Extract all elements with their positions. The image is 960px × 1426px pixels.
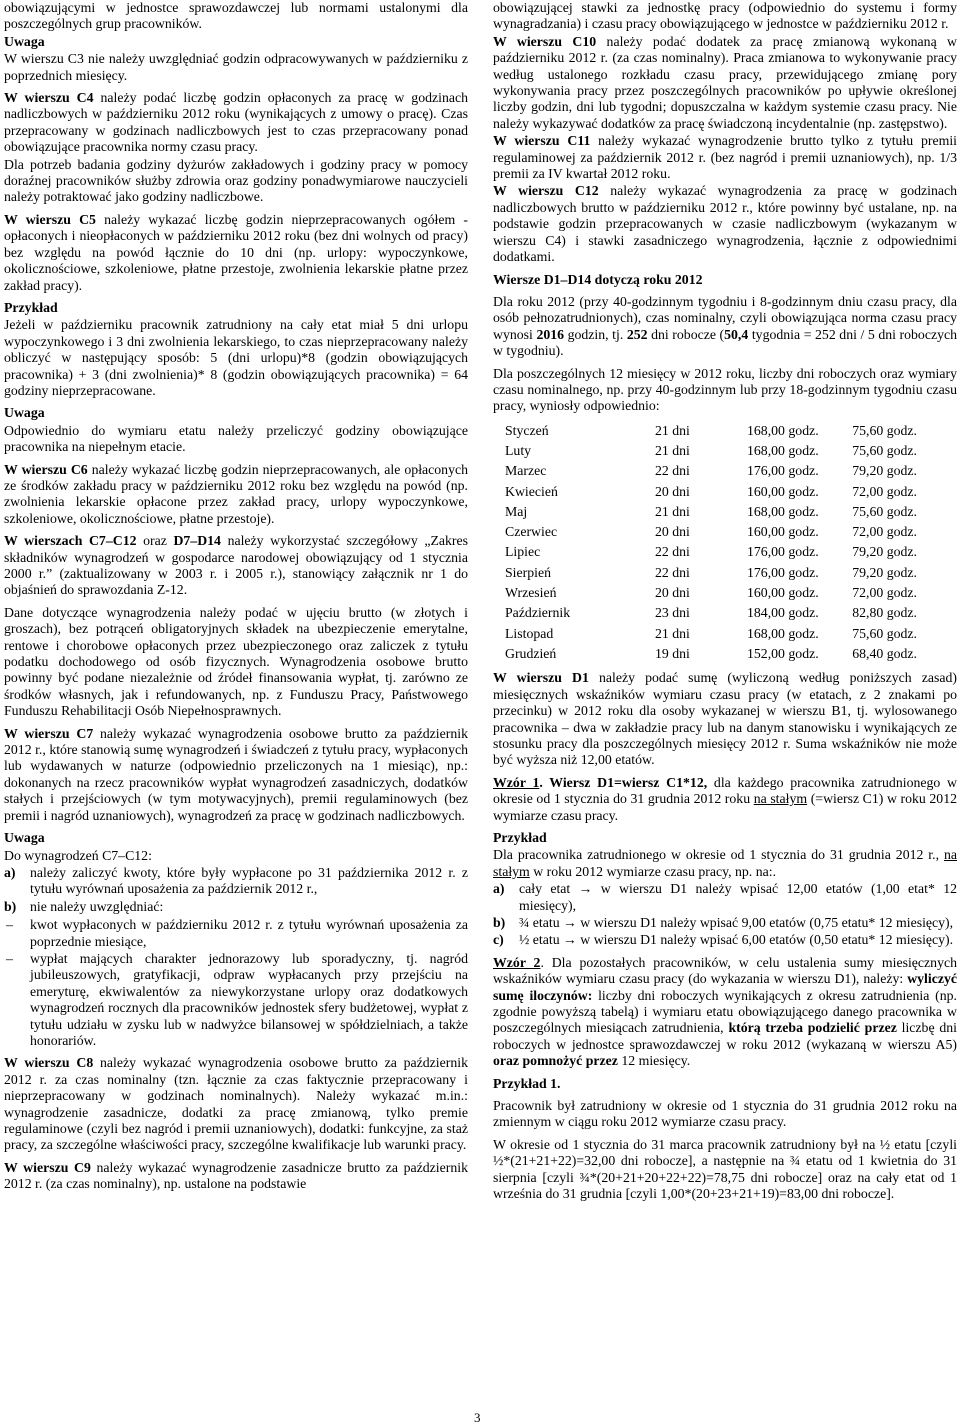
text-run: należy wykazać wynagrodzenie brutto tylko z tytułu premii regulaminowej za październik 2012 r. (bez nagród i premii uznaniowych), np. 1/3 premii za IV kwartał 2012 roku. [493,133,958,182]
list-item [493,881,957,914]
bold-text: Wzór 2 [493,954,541,970]
list-marker: b) [493,915,506,930]
text-run: należy podać liczbę godzin opłaconych za pracę w godzinach nadliczbowych w październiku 2012 roku (wynikających z umowy o pracę). Czas przepracowany w godzinach nadliczbowych jest to czas przepracowany ponad obowiązujące pracownika normy czasu pracy. [4,90,468,155]
hours-18h-cell: 72,00 godz. [852,524,917,540]
text-run: Dane dotyczące wynagrodzenia należy podać w ujęciu brutto (w złotych i groszach), bez potrąceń obligatoryjnych składek na ubezpieczenie emerytalne, rentowe i chorobowe opłaconych przez ubezpieczonego oraz zaliczek z tytułu podatku dochodowego od osób fizycznych. Wynagrodzenia osobowe brutto powinny być podane niezależnie od źródeł finansowania wypłat, tj. zarówno ze środków własnych, jak i refundowanych, np. z Funduszu Pracy, Państwowego Funduszu Rehabilitacji Osób Niepełnosprawnych. [4,604,468,719]
text-run: Dla roku 2012 (przy 40-godzinnym tygodniu i 8-godzinnym dniu czasu pracy, dla osób pełnozatrudnionych), czas nominalny, czyli obowiązująca norma czasu pracy wynosi [493,293,957,342]
right-paragraph [493,183,957,265]
left-paragraph [4,1055,468,1153]
table-row [501,522,921,542]
list-item: – wypłat mających charakter jednorazowy lub sporadyczny, tj. nagród jubileuszowych, gratyfikacji, odpraw wypłacanych przy przejściu na emeryturę, ekwiwalentów za niewykorzystane urlopy oraz dodatkowych wynagrodzeń rocznych dla pracowników jednostek sfery budżetowej, wypłat z tytułu udziału w zysku lub w nadwyżce bilansowej w spółdzielniach, a także honorariów. [4,951,468,1049]
list-marker: c) [493,932,504,948]
right-paragraph [493,670,957,768]
hours-18h-cell: 72,00 godz. [852,585,917,601]
text-run: W wierszu C3 nie należy uwzględniać godzin odpracowywanych w październiku z poprzednich miesięcy. [4,51,468,83]
list-item [4,899,468,915]
days-cell: 22 dni [655,544,690,560]
text-run: tygodnia = 252 dni / 5 dni roboczych w tygodniu). [493,326,957,359]
left-paragraph [4,462,468,528]
month-cell: Lipiec [505,544,541,560]
bold-text: . Wiersz D1=wiersz C1*12, [539,774,708,790]
hours-cell: 176,00 godz. [747,564,819,580]
hours-cell: 176,00 godz. [747,544,819,560]
hours-cell: 176,00 godz. [747,463,819,479]
days-cell: 21 dni [655,625,690,641]
text-run: obowiązującej stawki za jednostkę pracy (odpowiednio do systemu i formy wynagradzania) i czasu pracy obowiązującego w jednostce w październiku 2012 r. [493,0,957,32]
left-dash-list [4,917,468,1049]
text-run: dni robocze ( [647,326,725,342]
bold-text: W wierszu C8 [4,1055,94,1071]
left-paragraph [4,34,468,50]
text-run: należy wykazać wynagrodzenia osobowe brutto za październik 2012 r., które stanowią sumę wynagrodzeń i świadczeń z tytułu pracy, wypłaconych lub wydawanych w naturze (odpowiednio przeliczonych na 1 miesiąc), np.: dokonanych na rzecz pracowników wypłat wynagrodzeń zasadniczych, dodatków stałych i przejściowych (w tym motywacyjnych), premii regulaminowych (bez premii i nagród uznaniowych), wynagrodzeń za pracę w godzinach nadliczbowych. [4,725,468,823]
bold-text: Przykład 1. [493,1075,561,1091]
left-paragraph [4,605,468,720]
hours-18h-cell: 79,20 godz. [852,544,917,560]
bold-text: W wierszu C7 [4,725,94,741]
list-marker: a) [4,864,16,880]
text-run: należy wykazać wynagrodzenia za pracę w godzinach nadliczbowych brutto w październiku 2012 r., które powinny być ustalane, np. na podstawie godzin przepracowanych w czasie nadliczbowym (wykazanym w wierszu C4) i stawki zasadniczego wynagrodzenia, łącznie z odpowiednimi dodatkami. [493,183,957,265]
bold-text: W wierszach C7–C12 [4,533,137,549]
text-run: dla każdego pracownika zatrudnionego w okresie od 1 stycznia do 31 grudnia 2012 roku [493,774,957,807]
text-run: należy wykorzystać szczegółowy „Zakres składników wynagrodzeń w gospodarce narodowej obowiązujący od 1 stycznia 2000 r.” (zaktualizowany w 2003 r. i 2005 r.), stanowiący załącznik nr 1 do objaśnień do sprawozdania Z-12. [4,533,468,598]
hours-cell: 184,00 godz. [747,605,819,621]
table-row [501,461,921,481]
table-row [501,624,921,644]
days-cell: 20 dni [655,483,690,499]
bold-text: Uwaga [4,405,45,421]
list-item: – kwot wypłaconych w październiku 2012 r. z tytułu wyrównań uposażenia za poprzednie miesiące, [4,917,468,950]
hours-cell: 160,00 godz. [747,524,819,540]
days-cell: 20 dni [655,585,690,601]
left-paragraph [4,300,468,316]
bold-text: W wierszu C10 [493,33,597,49]
left-paragraph [4,90,468,156]
right-paragraph [493,1137,957,1203]
bold-text: Przykład [4,299,58,315]
right-paragraph [493,830,957,846]
hours-cell: 152,00 godz. [747,645,819,661]
left-paragraph [4,405,468,421]
hours-18h-cell: 68,40 godz. [852,645,917,661]
text-run: należy wykazać wynagrodzenia osobowe brutto za październik 2012 r. za czas nominalny (tzn. łącznie za czas faktycznie przepracowany i nieprzepracowany w godzinach nominalnych). Należy wykazać m.in.: wynagrodzenie zasadnicze, dodatki za pracę zmianową, tylko premie regulaminowe (czyli bez nagród i premii uznaniowych), dodatki: funkcyjne, za staż pracy, za szczególne właściwości pracy, szczególne kwalifikacje lub warunki pracy. [4,1055,468,1153]
month-cell: Czerwiec [505,524,558,540]
right-paragraph [493,775,957,824]
list-item-text: ½ etatu → w wierszu D1 należy wpisać 6,00 etatów (0,50 etatu* 12 miesięcy). [519,932,954,948]
hours-cell: 168,00 godz. [747,442,819,458]
list-item-text: cały etat → w wierszu D1 należy wpisać 12,00 etatów (1,00 etat* 12 miesięcy), [519,881,957,913]
text-run: należy wykazać wynagrodzenie zasadnicze brutto za październik 2012 r. (za czas nominalny), np. ustalone na podstawie [4,1159,468,1192]
bold-text: wyliczyć sumę iloczynów: [493,971,957,1003]
days-cell: 22 dni [655,463,690,479]
month-cell: Listopad [505,625,554,641]
left-paragraph [4,423,468,456]
left-paragraph [4,317,468,399]
month-cell: Sierpień [505,564,551,580]
left-paragraph [4,0,468,33]
left-lettered-list [4,865,468,915]
list-item-text: należy zaliczyć kwoty, które były wypłacone po 31 października 2012 r. z tytułu wyrównań uposażenia za październik 2012 r., [30,864,468,897]
list-item-text: ¾ etatu → w wierszu D1 należy wpisać 9,00 etatów (0,75 etatu* 12 miesięcy), [519,915,954,930]
bold-text: W wierszu C9 [4,1159,91,1175]
text-run: . Dla pozostałych pracowników, w celu ustalenia sumy miesięcznych wskaźników wymiaru czasu pracy (do wykazania w wierszu D1), należy: [493,954,957,987]
right-paragraph [493,133,957,182]
text-run: Do wynagrodzeń C7–C12: [4,847,152,863]
hours-18h-cell: 79,20 godz. [852,463,917,479]
days-cell: 21 dni [655,442,690,458]
bold-text: W wierszu C12 [493,183,599,199]
table-row [501,583,921,603]
month-cell: Styczeń [505,422,549,438]
list-marker: a) [493,881,505,897]
hours-cell: 160,00 godz. [747,585,819,601]
month-cell: Kwiecień [505,483,558,499]
text-run: należy wykazać liczbę godzin nieprzepracowanych ogółem - opłaconych i nieopłaconych w październiku 2012 roku (bez dni wolnych od pracy) bez względu na powód łącznie do 10 dni (np. urlopy: wypoczynkowe, okolicznościowe, szkoleniowe, płatne przestoje, zwolnienia lekarskie płatne przez zakład pracy). [4,211,468,293]
left-paragraph [4,157,468,206]
left-paragraph [4,726,468,824]
bold-text: którą trzeba podzielić przez [728,1020,897,1036]
bold-text: D7–D14 [173,533,221,549]
left-paragraph [4,848,468,864]
list-item-text: nie należy uwzględniać: [30,898,164,914]
hours-18h-cell: 72,00 godz. [852,483,917,499]
text-run: liczbę dni roboczych w jednostce sprawozdawczej w roku 2012 (wykazaną w wierszu A5) [493,1020,958,1052]
month-cell: Maj [505,503,528,519]
days-cell: 23 dni [655,605,690,621]
text-run: 12 miesięcy. [617,1053,691,1069]
text-run: należy podać sumę (wyliczoną według poniższych zasad) miesięcznych wskaźników wymiaru czasu pracy (w etatach, z 2 znakami po przecinku) w 2012 roku dla osoby wykazanej w wierszu B1, tj. wylosowanego pracownika – dwa w zakładzie pracy lub na danym stanowisku i wynikających ze stosunku pracy dla poszczególnych miesięcy 2012 r. Suma wskaźników nie może być wyższa niż 12,00 etatów. [493,670,957,768]
hours-cell: 168,00 godz. [747,503,819,519]
hours-18h-cell: 75,60 godz. [852,422,917,438]
left-paragraph [4,1160,468,1193]
hours-18h-cell: 75,60 godz. [852,625,917,641]
right-paragraph [493,34,957,132]
bold-text: Przykład [493,829,547,845]
table-row [501,543,921,563]
list-item [4,865,468,898]
right-paragraph [493,366,957,415]
text-run: (=wiersz C1) w roku 2012 wymiarze czasu pracy. [493,791,957,823]
text-run: należy podać dodatek za pracę zmianową wykonaną w październiku 2012 r. (za czas nominalny). Praca zmianowa to wykonywanie pracy według ustalonego rozkładu czasu pracy, przewidującego zmianę pory wykonywania pracy przez poszczególnych pracowników po upływie określonej liczby godzin, dni lub tygodni; dopuszczalna w każdym systemie czasu pracy. Nie należy wykazywać dodatków za pracę świadczoną incydentalnie (np. zastępstwo). [493,33,958,131]
text-run: oraz [136,533,174,549]
bold-text: W wierszu C5 [4,211,96,227]
text-run: w roku 2012 wymiarze czasu pracy, np. na:. [529,863,777,879]
table-row [501,421,921,441]
bold-text: oraz pomnożyć przez [493,1053,618,1069]
text-run: godzin, tj. [564,326,627,342]
text-run: Odpowiednio do wymiaru etatu należy przeliczyć godziny obowiązujące pracownika na niepełnym etacie. [4,422,468,455]
text-run: Pracownik był zatrudniony w okresie od 1 stycznia do 31 grudnia 2012 roku na zmiennym w ciągu roku 2012 wymiarze czasu pracy. [493,1098,957,1130]
left-paragraph [4,51,468,84]
table-row [501,563,921,583]
text-run: Jeżeli w październiku pracownik zatrudniony na cały etat miał 5 dni urlopu wypoczynkowego i 3 dni zwolnienia lekarskiego, to czas nieprzepracowany należy obliczyć w następujący sposób: 5 (dni urlopu)*8 (godzin obowiązujących pracownika) + 3 (dni zwolnienia)* 8 (godzin obowiązujących pracownika) = 64 godziny nieprzepracowane. [4,317,468,398]
right-paragraph [493,294,957,360]
hours-cell: 168,00 godz. [747,422,819,438]
bold-text: W wierszu D1 [493,670,589,686]
hours-cell: 168,00 godz. [747,625,819,641]
bold-text: W wierszu C4 [4,90,94,106]
table-row [501,502,921,522]
days-cell: 22 dni [655,564,690,580]
hours-cell: 160,00 godz. [747,483,819,499]
right-paragraph [493,955,957,1070]
bold-text: W wierszu C11 [493,133,591,149]
hours-18h-cell: 75,60 godz. [852,503,917,519]
text-run: obowiązującymi w jednostce sprawozdawczej lub normami ustalonymi dla poszczególnych grup pracowników. [4,0,468,32]
text-run: na stałym [753,791,808,807]
left-paragraph [4,533,468,599]
right-lettered-list [493,881,957,949]
text-run: należy wykazać liczbę godzin nieprzepracowanych, ale opłaconych ze środków zakładu pracy w październiku 2012 roku bez względu na powód (np. zwolnienia lekarskie opłacone przez zakład pracy, urlopy wypoczynkowe, szkoleniowe, okolicznościowe, płatne przestoje). [4,461,468,526]
working-days-table [501,421,921,665]
list-item [493,932,957,948]
days-cell: 19 dni [655,645,690,661]
table-row [501,644,921,664]
bold-text: 2016 [536,326,565,342]
right-paragraph [493,847,957,880]
right-column [493,0,957,1204]
page-number: 3 [474,1410,481,1425]
right-paragraph [493,0,957,33]
list-item [493,915,957,931]
bold-text: Wiersze D1–D14 dotyczą roku 2012 [493,271,703,287]
text-run: na stałym [493,847,957,879]
month-cell: Grudzień [505,645,557,661]
text-run: liczby dni roboczych wynikających z okresu zatrudnienia (np. zgodnie powyższą tabelą) i wymiaru etatu obowiązującego danego pracownika w poszczególnych miesiącach zatrudnienia, [493,987,957,1036]
right-paragraph [493,272,957,288]
table-row [501,603,921,623]
month-cell: Wrzesień [505,585,557,601]
bold-text: 252 [626,326,648,342]
hours-18h-cell: 79,20 godz. [852,564,917,580]
days-cell: 20 dni [655,524,690,540]
month-cell: Marzec [505,463,547,479]
table-row [501,482,921,502]
left-column [4,0,468,1194]
month-cell: Październik [505,605,571,621]
left-paragraph [4,212,468,294]
text-run: Dla poszczególnych 12 miesięcy w 2012 roku, liczby dni roboczych oraz wymiary czasu nominalnego, np. przy 40-godzinnym lub przy 18-godzinnym tygodniu czasu pracy, wyniosły odpowiednio: [493,365,957,414]
bold-text: Wzór 1 [493,774,540,790]
right-paragraph [493,1076,957,1092]
days-cell: 21 dni [655,422,690,438]
hours-18h-cell: 75,60 godz. [852,442,917,458]
list-marker: b) [4,898,17,914]
text-run: W okresie od 1 stycznia do 31 marca pracownik zatrudniony był na ½ etatu [czyli ½*(21+21+22)=32,00 dni robocze], a następnie na ¾ etatu od 1 kwietnia do 31 sierpnia [czyli ¾*(20+21+20+22+22)=78,75 dni robocze] oraz na cały etat od 1 września do 31 grudnia [czyli 1,00*(20+23+21+19)=83,00 dni robocze]. [493,1136,957,1202]
right-paragraph [493,1098,957,1131]
text-run: Dla potrzeb badania godziny dyżurów zakładowych i godziny pracy w pomocy doraźnej pracowników służby zdrowia oraz godziny ponadwymiarowe nauczycieli należy potraktować jako godziny nadliczbowe. [4,156,468,205]
bold-text: Uwaga [4,830,45,846]
bold-text: Uwaga [4,33,45,49]
month-cell: Luty [505,442,532,458]
bold-text: 50,4 [724,326,749,342]
bold-text: W wierszu C6 [4,461,88,477]
table-row [501,441,921,461]
days-cell: 21 dni [655,503,690,519]
left-paragraph [4,830,468,846]
hours-18h-cell: 82,80 godz. [852,605,917,621]
text-run: Dla pracownika zatrudnionego w okresie od 1 stycznia do 31 grudnia 2012 r., [493,847,944,863]
